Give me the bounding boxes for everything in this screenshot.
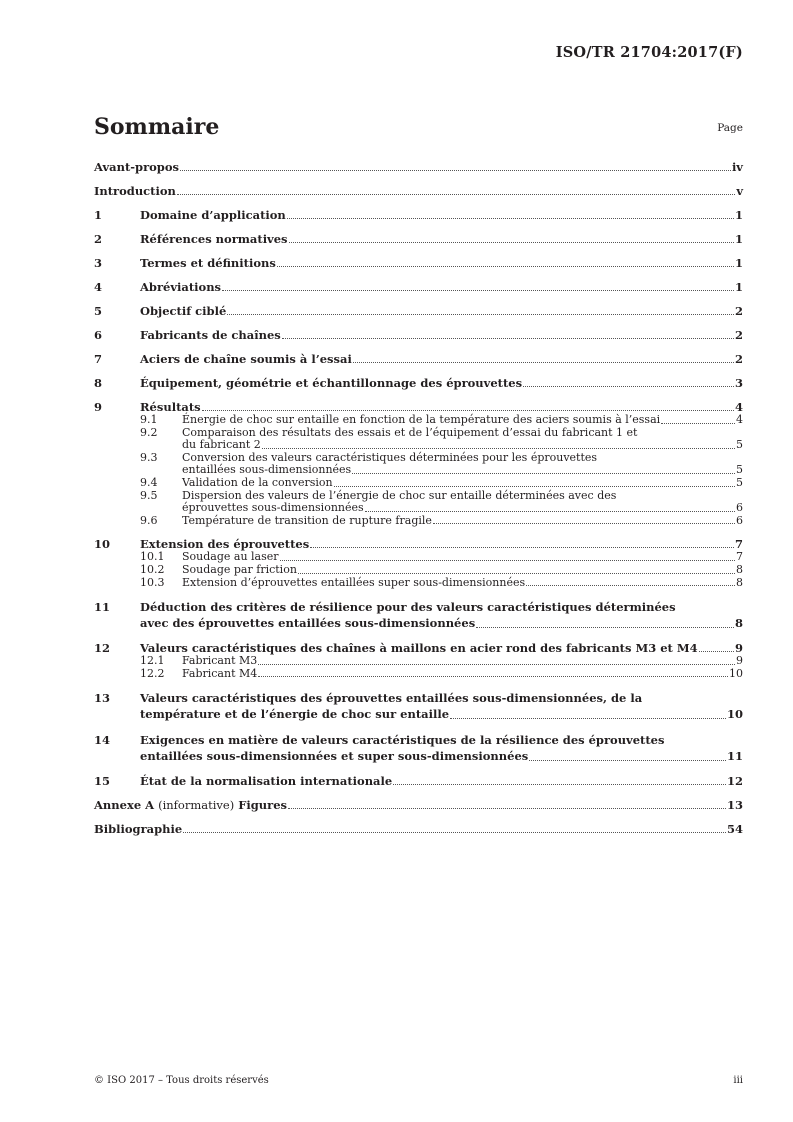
toc-entry-9[interactable]: 9 Résultats 4 xyxy=(94,400,743,414)
leader-dots xyxy=(262,447,735,449)
toc-entry-10[interactable]: 10 Extension des éprouvettes 7 xyxy=(94,537,743,552)
page-title: Sommaire xyxy=(94,114,220,140)
leader-dots xyxy=(227,313,734,315)
footer-copyright: © ISO 2017 – Tous droits réservés xyxy=(94,1075,269,1086)
toc-entry-13[interactable]: 13 Valeurs caractéristiques des éprouvettes entaillées sous-dimensionnées, de la température et de l’énergie de choc sur entaille 10 xyxy=(94,691,743,722)
toc-entry-introduction[interactable]: Introduction v xyxy=(94,184,743,198)
leader-dots xyxy=(365,510,735,512)
leader-dots xyxy=(476,626,734,628)
toc-entry-9-4[interactable]: 9.4 Validation de la conversion 5 xyxy=(140,475,743,489)
toc-entry-7[interactable]: 7 Aciers de chaîne soumis à l’essai 2 xyxy=(94,352,743,366)
toc-entry-avant-propos[interactable]: Avant-propos iv xyxy=(94,160,743,174)
leader-dots xyxy=(523,385,734,387)
toc-entry-5[interactable]: 5 Objectif ciblé 2 xyxy=(94,304,743,318)
leader-dots xyxy=(183,831,726,833)
leader-dots xyxy=(298,572,735,574)
leader-dots xyxy=(177,193,735,195)
toc-entry-11[interactable]: 11 Déduction des critères de résilience pour des valeurs caractéristiques déterminées avec des éprouvettes entaillées sous-dimensionnées 8 xyxy=(94,600,743,631)
document-id: ISO/TR 21704:2017(F) xyxy=(555,44,743,61)
toc-entry-14[interactable]: 14 Exigences en matière de valeurs caractéristiques de la résilience des éprouvettes entaillées sous-dimensionnées et super sous-dimensionnées 11 xyxy=(94,733,743,764)
page-column-label: Page xyxy=(717,122,743,134)
footer-page-number: iii xyxy=(733,1075,743,1086)
toc-entry-12[interactable]: 12 Valeurs caractéristiques des chaînes à maillons en acier rond des fabricants M3 et M4 9 xyxy=(94,641,743,656)
toc-entry-annexe-a[interactable]: Annexe A (informative) Figures 13 xyxy=(94,798,743,813)
toc-entry-2[interactable]: 2 Références normatives 1 xyxy=(94,232,743,246)
leader-dots xyxy=(289,241,734,243)
toc-entry-bibliographie[interactable]: Bibliographie 54 xyxy=(94,822,743,837)
leader-dots xyxy=(310,546,734,548)
toc-entry-4[interactable]: 4 Abréviations 1 xyxy=(94,280,743,294)
leader-dots xyxy=(287,217,734,219)
leader-dots xyxy=(334,485,735,487)
leader-dots xyxy=(529,759,726,761)
leader-dots xyxy=(450,717,726,719)
toc-entry-12-1[interactable]: 12.1 Fabricant M3 9 xyxy=(140,654,743,668)
leader-dots xyxy=(222,289,734,291)
leader-dots xyxy=(353,361,734,363)
toc-entry-10-2[interactable]: 10.2 Soudage par friction 8 xyxy=(140,562,743,576)
leader-dots xyxy=(433,522,735,524)
toc-entry-9-1[interactable]: 9.1 Énergie de choc sur entaille en fonction de la température des aciers soumis à l’essai 4 xyxy=(140,413,743,426)
toc-entry-6[interactable]: 6 Fabricants de chaînes 2 xyxy=(94,328,743,342)
leader-dots xyxy=(202,409,734,411)
toc-entry-8[interactable]: 8 Équipement, géométrie et échantillonnage des éprouvettes 3 xyxy=(94,376,743,390)
toc-entry-9-3[interactable]: 9.3 Conversion des valeurs caractéristiques déterminées pour les éprouvettes entaillées sous-dimensionnées 5 xyxy=(140,450,743,477)
toc-entry-10-1[interactable]: 10.1 Soudage au laser 7 xyxy=(140,550,743,564)
toc-entry-9-6[interactable]: 9.6 Température de transition de rupture fragile 6 xyxy=(140,513,743,527)
leader-dots xyxy=(288,807,726,809)
leader-dots xyxy=(352,472,735,474)
leader-dots xyxy=(258,675,728,677)
table-of-contents xyxy=(94,160,743,836)
leader-dots xyxy=(180,169,731,171)
toc-entry-9-2[interactable]: 9.2 Comparaison des résultats des essais et de l’équipement d’essai du fabricant 1 et du fabricant 2 5 xyxy=(140,425,743,452)
toc-entry-1[interactable]: 1 Domaine d’application 1 xyxy=(94,208,743,222)
leader-dots xyxy=(277,265,734,267)
toc-entry-10-3[interactable]: 10.3 Extension d’éprouvettes entaillées super sous-dimensionnées 8 xyxy=(140,575,743,589)
toc-entry-15[interactable]: 15 État de la normalisation internationale 12 xyxy=(94,774,743,789)
leader-dots xyxy=(282,337,734,339)
toc-entry-3[interactable]: 3 Termes et définitions 1 xyxy=(94,256,743,270)
leader-dots xyxy=(699,650,734,652)
leader-dots xyxy=(280,559,735,561)
leader-dots xyxy=(526,584,735,586)
leader-dots xyxy=(393,783,726,785)
leader-dots xyxy=(661,422,735,424)
toc-entry-9-5[interactable]: 9.5 Dispersion des valeurs de l’énergie de choc sur entaille déterminées avec des éprouvettes sous-dimensionnées 6 xyxy=(140,488,743,515)
toc-entry-12-2[interactable]: 12.2 Fabricant M4 10 xyxy=(140,666,743,680)
leader-dots xyxy=(258,663,735,665)
